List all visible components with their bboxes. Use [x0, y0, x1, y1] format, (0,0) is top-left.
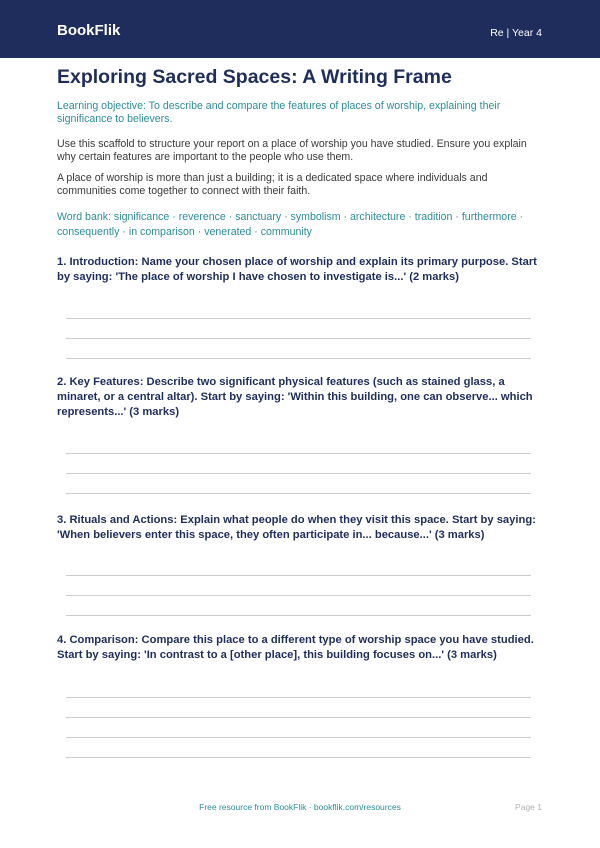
question-1: 1. Introduction: Name your chosen place of worship and explain its primary purpose. Start by saying: 'The place of worship I have chosen to investigate is...' (2 marks) [57, 256, 537, 283]
footer-source: Free resource from BookFlik · bookflik.com/resources [199, 802, 401, 812]
answer-line[interactable] [66, 318, 531, 319]
answer-line[interactable] [66, 575, 531, 576]
answer-line[interactable] [66, 737, 531, 738]
answer-line[interactable] [66, 595, 531, 596]
word-bank: Word bank: significance · reverence · sanctuary · symbolism · architecture · tradition · furthermore · consequently · in comparison · venerated · community [57, 211, 524, 238]
intro-paragraph: A place of worship is more than just a building; it is a dedicated space where individuals and communities come together to connect with their faith. [57, 172, 488, 197]
answer-line[interactable] [66, 453, 531, 454]
answer-line[interactable] [66, 697, 531, 698]
answer-line[interactable] [66, 338, 531, 339]
answer-line[interactable] [66, 493, 531, 494]
answer-line[interactable] [66, 717, 531, 718]
answer-line[interactable] [66, 358, 531, 359]
learning-objective: Learning objective: To describe and compare the features of places of worship, explaining their significance to believers. [57, 100, 501, 125]
subject-year-label: Re | Year 4 [490, 27, 542, 39]
question-3: 3. Rituals and Actions: Explain what people do when they visit this space. Start by saying: 'When believers enter this space, they often participate in... because...' (3 marks) [57, 514, 536, 541]
answer-line[interactable] [66, 757, 531, 758]
answer-line[interactable] [66, 473, 531, 474]
question-2: 2. Key Features: Describe two significant physical features (such as stained glass, a minaret, or a central altar). Start by saying: 'Within this building, one can observe... which represents...' (3 marks) [57, 376, 533, 418]
page-number: Page 1 [515, 802, 542, 812]
intro-paragraph: Use this scaffold to structure your report on a place of worship you have studied. Ensure you explain why certain features are important to the people who use them. [57, 138, 527, 163]
answer-line[interactable] [66, 615, 531, 616]
header-bar [0, 0, 600, 58]
question-4: 4. Comparison: Compare this place to a different type of worship space you have studied. Start by saying: 'In contrast to a [other place], this building focuses on...' (3 marks) [57, 634, 534, 661]
brand-logo-text: BookFlik [57, 22, 121, 39]
page-title: Exploring Sacred Spaces: A Writing Frame [57, 66, 452, 88]
